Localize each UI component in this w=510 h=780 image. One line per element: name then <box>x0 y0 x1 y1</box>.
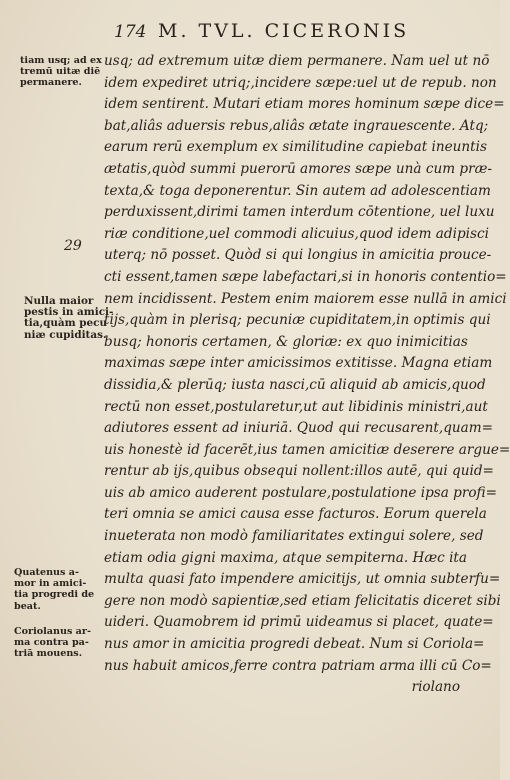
text-line: gere non modò sapientiæ,sed etiam felicitatis diceret sibi <box>104 592 501 609</box>
margin-note-line: tia progredi de <box>14 589 95 601</box>
margin-note-line: permanere. <box>20 77 82 89</box>
text-line: rentur ab ijs,quibus obsequi nollent:illos autē, qui quid= <box>104 463 494 480</box>
margin-note-line: triā mouens. <box>14 648 83 660</box>
text-line: etiam odia gigni maxima, atque sempiterna. Hæc ita <box>104 549 467 566</box>
text-line: cti essent,tamen sæpe labefactari,si in honoris contentio= <box>104 268 507 285</box>
text-line: bat,aliâs aduersis rebus,aliâs ætate ingrauescente. Atq; <box>104 117 489 134</box>
margin-note-line: tiam usq; ad ex <box>20 55 102 66</box>
page-header <box>0 22 500 46</box>
margin-note-1 <box>20 55 116 89</box>
text-line: tijs,quàm in plerisq; pecuniæ cupiditatem,in optimis qui <box>104 312 491 329</box>
text-line: maximas sæpe inter amicissimos extitisse. Magna etiam <box>104 355 493 372</box>
text-line: riolano <box>411 679 460 696</box>
text-line: riæ conditione,uel commodi alicuius,quod idem adipisci <box>104 225 489 242</box>
margin-note-line: pestis in amici- <box>24 306 114 319</box>
text-line: texta,& toga deponerentur. Sin autem ad adolescentiam <box>104 182 491 199</box>
margin-note-3 <box>14 567 110 612</box>
margin-note-line: beat. <box>14 600 41 612</box>
text-line: usq; ad extremum uitæ diem permanere. Nam uel ut nō <box>104 53 490 69</box>
margin-note-4 <box>14 626 110 660</box>
text-line: earum rerū exemplum ex similitudine capiebat ineuntis <box>104 139 487 156</box>
text-line: uis ab amico auderent postulare,postulatione ipsa profi= <box>104 484 498 501</box>
margin-note-line: Coriolanus ar- <box>14 626 91 637</box>
text-line: rectū non esset,postularetur,ut aut libidinis ministri,aut <box>104 398 488 415</box>
margin-note-line: ma contra pa- <box>14 637 89 649</box>
text-line: idem sentirent. Mutari etiam mores hominum sæpe dice= <box>104 96 505 113</box>
running-title: M. TVL. CICERONIS <box>158 20 410 42</box>
text-line: uterq; nō posset. Quòd si qui longius in amicitia prouce- <box>104 247 492 264</box>
text-line: nus amor in amicitia progredi debeat. Num si Coriola= <box>104 636 485 653</box>
body-text <box>104 51 510 699</box>
margin-note-line: niæ cupiditas. <box>24 328 107 341</box>
text-line: nem incidissent. Pestem enim maiorem esse nullā in amici <box>104 290 507 307</box>
text-line: adiutores essent ad iniuriā. Quod qui recusarent,quam= <box>104 420 494 437</box>
text-line: multa quasi fato impendere amicitijs, ut omnia subterfu= <box>104 571 501 588</box>
margin-note-line: tia,quàm pecu <box>24 317 108 330</box>
text-line: perduxissent,dirimi tamen interdum cōtentione, uel luxu <box>104 204 495 221</box>
text-line: uideri. Quamobrem id primū uideamus si placet, quate= <box>104 614 494 631</box>
margin-note-line: Nulla maior <box>24 295 94 307</box>
text-line: uis honestè id facerēt,ius tamen amicitiæ deserere argue= <box>104 441 510 458</box>
text-line: dissidia,& plerūq; iusta nasci,cū aliquid ab amicis,quod <box>104 376 486 393</box>
page-number: 174 <box>114 22 147 42</box>
text-line: idem expediret utriq;,incidere sæpe:uel ut de repub. non <box>104 74 497 91</box>
section-number: 29 <box>64 238 82 254</box>
text-line: ætatis,quòd summi puerorū amores sæpe unà cum præ- <box>104 160 492 177</box>
text-line: nus habuit amicos,ferre contra patriam arma illi cū Co= <box>104 657 492 674</box>
text-line: inueterata non modò familiaritates extingui solere, sed <box>104 528 484 545</box>
margin-note-line: Quatenus a- <box>14 567 79 578</box>
text-line: busq; honoris certamen, & gloriæ: ex quo inimicitias <box>104 333 468 350</box>
text-line: teri omnia se amici causa esse facturos. Eorum querela <box>104 506 487 523</box>
margin-note-line: mor in amici- <box>14 578 87 590</box>
margin-note-line: tremū uitæ diē <box>20 66 101 78</box>
